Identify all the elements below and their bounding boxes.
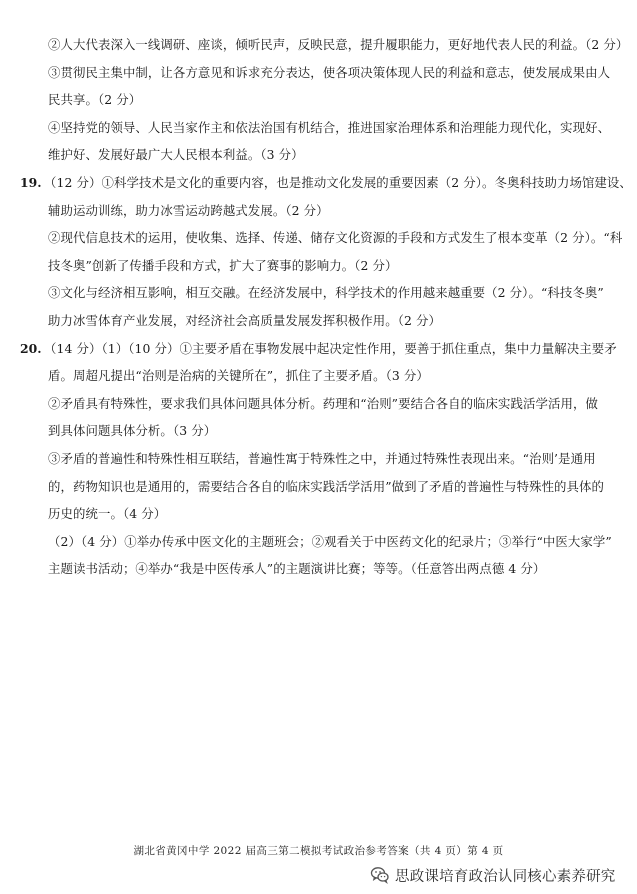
q18-point-3-cont: 民共享。（2 分） xyxy=(48,92,142,107)
q20-part1-point-1-cont: 盾。周超凡提出“治则是治病的关键所在”，抓住了主要矛盾。（3 分） xyxy=(48,368,429,383)
q20-part2-cont: 主题读书活动；④举办“我是中医传承人”的主题演讲比赛；等等。（任意答出两点德 4 分） xyxy=(48,561,546,576)
q19-point-2-cont: 技冬奥”创新了传播手段和方式，扩大了赛事的影响力。（2 分） xyxy=(48,258,398,273)
q20-part1-point-3-cont: 的，药物知识也是通用的，需要结合各自的临床实践活学活用”做到了矛盾的普遍性与特殊性的具体的 xyxy=(48,479,605,494)
wechat-watermark xyxy=(370,864,616,886)
q18-point-4: ④坚持党的领导、人民当家作主和依法治国有机结合，推进国家治理体系和治理能力现代化，实现好、 xyxy=(48,120,611,135)
q19-point-1-cont: 辅助运动训练，助力冰雪运动跨越式发展。（2 分） xyxy=(48,203,329,218)
q18-point-3: ③贯彻民主集中制，让各方意见和诉求充分表达，使各项决策体现人民的利益和意志，使发展成果由人 xyxy=(48,65,611,80)
q19-point-1: （12 分）①科学技术是文化的重要内容，也是推动文化发展的重要因素（2 分）。冬奥科技助力场馆建设、 xyxy=(44,175,632,190)
wechat-icon xyxy=(370,865,390,885)
page-footer: 湖北省黄冈中学 2022 届高三第二模拟考试政治参考答案（共 4 页）第 4 页 xyxy=(133,845,504,857)
q20-part1-point-1: （14 分）（1）（10 分）①主要矛盾在事物发展中起决定性作用，要善于抓住重点，集中力量解决主要矛 xyxy=(44,341,617,356)
q19-point-3-cont: 助力冰雪体育产业发展，对经济社会高质量发展发挥积极作用。（2 分） xyxy=(48,313,442,328)
q20-number: 20. xyxy=(20,341,42,356)
q18-point-4-cont: 维护好、发展好最广大人民根本利益。（3 分） xyxy=(48,147,304,162)
q20-part1-point-3-cont2: 历史的统一。（4 分） xyxy=(48,506,167,521)
q19-number: 19. xyxy=(20,175,42,190)
q20-part1-point-2-cont: 到具体问题具体分析。（3 分） xyxy=(48,423,217,438)
q20-part2: （2）（4 分）①举办传承中医文化的主题班会；②观看关于中医药文化的纪录片；③举行“中医大家学” xyxy=(48,534,612,549)
q18-point-2: ②人大代表深入一线调研、座谈，倾听民声，反映民意，提升履职能力，更好地代表人民的利益。（2 分） xyxy=(48,37,629,52)
q19-point-3: ③文化与经济相互影响，相互交融。在经济发展中，科学技术的作用越来越重要（2 分）。“科技冬奥” xyxy=(48,285,604,300)
watermark-text: 思政课培育政治认同核心素养研究 xyxy=(395,868,616,885)
q20-part1-point-2: ②矛盾具有特殊性，要求我们具体问题具体分析。药理和“治则”要结合各自的临床实践活学活用，做 xyxy=(48,396,598,411)
q19-point-2: ②现代信息技术的运用，使收集、选择、传递、储存文化资源的手段和方式发生了根本变革（2 分）。“科 xyxy=(48,230,623,245)
q20-part1-point-3: ③矛盾的普遍性和特殊性相互联结，普遍性寓于特殊性之中，并通过特殊性表现出来。“治则’是通用 xyxy=(48,451,596,466)
